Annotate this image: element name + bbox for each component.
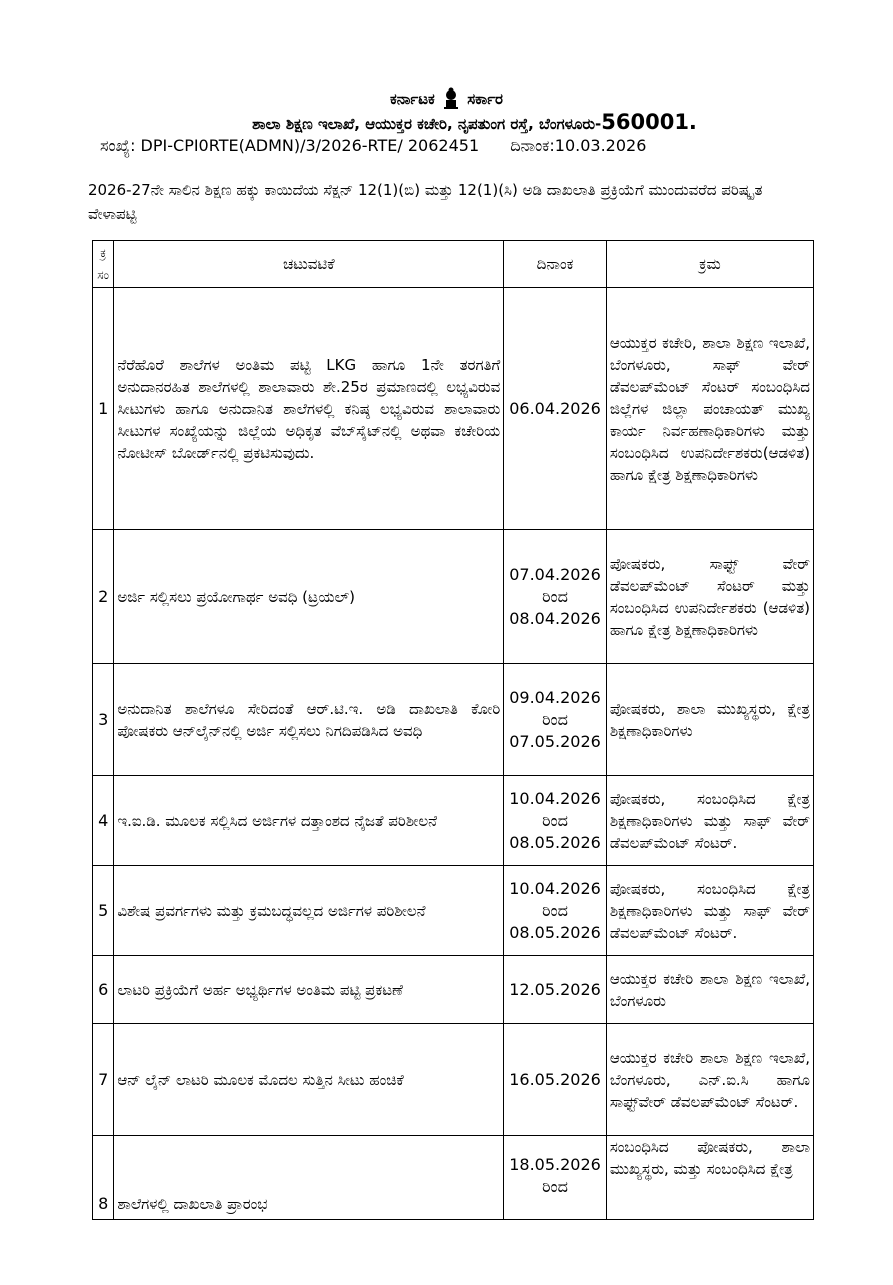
row-activity: ಶಾಲೆಗಳಲ್ಲಿ ದಾಖಲಾತಿ ಪ್ರಾರಂಭ: [114, 1136, 504, 1220]
row-date: [504, 530, 607, 664]
row-number: 3: [93, 664, 114, 776]
row-activity: ವಿಶೇಷ ಪ್ರವರ್ಗಗಳು ಮತ್ತು ಕ್ರಮಬದ್ಧವಲ್ಲದ ಅರ್ಜಿಗಳ ಪರಿಶೀಲನೆ: [114, 866, 504, 956]
table-row: [93, 288, 814, 530]
date-start: 16.05.2026: [509, 1069, 601, 1089]
row-number: 5: [93, 866, 114, 956]
row-activity: ಆನ್ ಲೈನ್ ಲಾಟರಿ ಮೂಲಕ ಮೊದಲ ಸುತ್ತಿನ ಸೀಟು ಹಂಚಿಕೆ: [114, 1024, 504, 1136]
table-row: [93, 1024, 814, 1136]
row-responsibility: ಪೋಷಕರು, ಸಂಬಂಧಿಸಿದ ಕ್ಷೇತ್ರ ಶಿಕ್ಷಣಾಧಿಕಾರಿಗಳು ಮತ್ತು ಸಾಫ್ ವೇರ್ ಡೆವಲಪ್‌ಮೆಂಟ್ ಸೆಂಟರ್.: [606, 866, 813, 956]
header-responsibility: ಕ್ರಮ: [606, 241, 813, 288]
date-end: 08.05.2026: [509, 832, 601, 852]
row-activity: ಇ.ಐ.ಡಿ. ಮೂಲಕ ಸಲ್ಲಿಸಿದ ಅರ್ಜಿಗಳ ದತ್ತಾಂಶದ ನೈಜತೆ ಪರಿಶೀಲನೆ: [114, 776, 504, 866]
row-responsibility: ಪೋಷಕರು, ಸಾಫ್ಟ್ ವೇರ್ ಡೆವಲಪ್‌ಮೆಂಟ್ ಸೆಂಟರ್ ಮತ್ತು ಸಂಬಂಧಿಸಿದ ಉಪನಿರ್ದೇಶಕರು (ಆಡಳಿತ) ಹಾಗೂ ಕ್ಷೇತ್ರ ಶಿಕ್ಷಣಾಧಿಕಾರಿಗಳು: [606, 530, 813, 664]
date-start: 18.05.2026: [509, 1155, 601, 1174]
row-responsibility: ಆಯುಕ್ತರ ಕಚೇರಿ, ಶಾಲಾ ಶಿಕ್ಷಣ ಇಲಾಖೆ, ಬೆಂಗಳೂರು, ಸಾಫ್ ವೇರ್ ಡೆವಲಪ್‌ಮೆಂಟ್ ಸೆಂಟರ್ ಸಂಬಂಧಿಸಿದ ಜಿಲ್ಲೆಗಳ ಜಿಲ್ಲಾ ಪಂಚಾಯತ್ ಮುಖ್ಯ ಕಾರ್ಯ ನಿರ್ವಹಣಾಧಿಕಾರಿಗಳು ಮತ್ತು ಸಂಬಂಧಿಸಿದ ಉಪನಿರ್ದೇಶಕರು(ಆಡಳಿತ) ಹಾಗೂ ಕ್ಷೇತ್ರ ಶಿಕ್ಷಣಾಧಿಕಾರಿಗಳು: [606, 288, 813, 530]
date-start: 12.05.2026: [509, 979, 601, 999]
table-row: [93, 1136, 814, 1220]
date-start: 07.04.2026: [509, 564, 601, 584]
date-start: 10.04.2026: [509, 788, 601, 808]
row-date: [504, 866, 607, 956]
row-number: 2: [93, 530, 114, 664]
date-connector: ರಿಂದ: [542, 900, 568, 920]
date-connector: ರಿಂದ: [542, 810, 568, 830]
row-number: 1: [93, 288, 114, 530]
department-text: ಶಾಲಾ ಶಿಕ್ಷಣ ಇಲಾಖೆ, ಆಯುಕ್ತರ ಕಚೇರಿ, ನೃಪತುಂಗ ರಸ್ತೆ, ಬೆಂಗಳೂರು-: [252, 115, 602, 133]
date-end: 08.05.2026: [509, 922, 601, 942]
row-date: [504, 956, 607, 1024]
row-date: [504, 1024, 607, 1136]
state-emblem-icon: [442, 86, 460, 110]
table-row: [93, 956, 814, 1024]
date-start: 10.04.2026: [509, 878, 601, 898]
row-responsibility: ಪೋಷಕರು, ಸಂಬಂಧಿಸಿದ ಕ್ಷೇತ್ರ ಶಿಕ್ಷಣಾಧಿಕಾರಿಗಳು ಮತ್ತು ಸಾಫ್ ವೇರ್ ಡೆವಲಪ್‌ಮೆಂಟ್ ಸೆಂಟರ್.: [606, 776, 813, 866]
gov-left-text: ಕರ್ನಾಟಕ: [390, 90, 435, 108]
date-start: 09.04.2026: [509, 687, 601, 707]
row-number: 8: [93, 1136, 114, 1220]
date-connector: ರಿಂದ: [542, 1177, 568, 1196]
row-responsibility: ಪೋಷಕರು, ಶಾಲಾ ಮುಖ್ಯಸ್ಥರು, ಕ್ಷೇತ್ರ ಶಿಕ್ಷಣಾಧಿಕಾರಿಗಳು: [606, 664, 813, 776]
row-activity: ನೆರೆಹೊರೆ ಶಾಲೆಗಳ ಅಂತಿಮ ಪಟ್ಟಿ LKG ಹಾಗೂ 1ನೇ ತರಗತಿಗೆ ಅನುದಾನರಹಿತ ಶಾಲೆಗಳಲ್ಲಿ ಶಾಲಾವಾರು ಶೇ.25ರ ಪ್ರಮಾಣದಲ್ಲಿ ಲಭ್ಯವಿರುವ ಸೀಟುಗಳು ಹಾಗೂ ಅನುದಾನಿತ ಶಾಲೆಗಳಲ್ಲಿ ಕನಿಷ್ಠ ಲಭ್ಯವಿರುವ ಶಾಲಾವಾರು ಸೀಟುಗಳ ಸಂಖ್ಯೆಯನ್ನು ಜಿಲ್ಲೆಯ ಅಧಿಕೃತ ವೆಬ್‌ಸೈಟ್‌ನಲ್ಲಿ ಅಥವಾ ಕಚೇರಿಯ ನೋಟೀಸ್ ಬೋರ್ಡ್‌ನಲ್ಲಿ ಪ್ರಕಟಿಸುವುದು.: [114, 288, 504, 530]
row-date: [504, 1136, 607, 1220]
date-end: 07.05.2026: [509, 731, 601, 751]
date-connector: ರಿಂದ: [542, 586, 568, 606]
reference-line: [100, 136, 646, 156]
row-date: [504, 664, 607, 776]
gov-right-text: ಸರ್ಕಾರ: [467, 90, 503, 108]
row-responsibility: ಸಂಬಂಧಿಸಿದ ಪೋಷಕರು, ಶಾಲಾ ಮುಖ್ಯಸ್ಥರು, ಮತ್ತು ಸಂಬಂಧಿಸಿದ ಕ್ಷೇತ್ರ: [606, 1136, 813, 1220]
row-responsibility: ಆಯುಕ್ತರ ಕಚೇರಿ ಶಾಲಾ ಶಿಕ್ಷಣ ಇಲಾಖೆ, ಬೆಂಗಳೂರು: [606, 956, 813, 1024]
row-number: 7: [93, 1024, 114, 1136]
subject-heading: 2026-27ನೇ ಸಾಲಿನ ಶಿಕ್ಷಣ ಹಕ್ಕು ಕಾಯಿದೆಯ ಸೆಕ್ಷನ್ 12(1)(ಬಿ) ಮತ್ತು 12(1)(ಸಿ) ಅಡಿ ದಾಖಲಾತಿ ಪ್ರಕ್ರಿಯೆಗೆ ಮುಂದುವರೆದ ಪರಿಷ್ಕೃತ ವೇಳಾಪಟ್ಟಿ: [88, 181, 763, 223]
date-start: 06.04.2026: [509, 398, 601, 418]
table-row: [93, 530, 814, 664]
table-row: [93, 664, 814, 776]
header-activity: ಚಟುವಟಿಕೆ: [114, 241, 504, 288]
header-serial: ಕ್ರ ಸಂ: [93, 241, 114, 288]
row-activity: ಅರ್ಜಿ ಸಲ್ಲಿಸಲು ಪ್ರಯೋಗಾರ್ಥ ಅವಧಿ (ಟ್ರಯಲ್): [114, 530, 504, 664]
row-date: [504, 288, 607, 530]
document-date: ದಿನಾಂಕ:10.03.2026: [510, 136, 647, 155]
reference-number: ಸಂಖ್ಯೆ: DPI-CPI0RTE(ADMN)/3/2026-RTE/ 2062451: [100, 136, 480, 155]
pincode: 560001.: [601, 110, 697, 134]
row-responsibility: ಆಯುಕ್ತರ ಕಚೇರಿ ಶಾಲಾ ಶಿಕ್ಷಣ ಇಲಾಖೆ, ಬೆಂಗಳೂರು, ಎನ್.ಐ.ಸಿ ಹಾಗೂ ಸಾಫ್ಟ್‌ವೇರ್ ಡೆವಲಪ್‌ಮೆಂಟ್ ಸೆಂಟರ್.: [606, 1024, 813, 1136]
table-row: [93, 866, 814, 956]
date-end: 08.04.2026: [509, 608, 601, 628]
row-number: 6: [93, 956, 114, 1024]
row-activity: ಅನುದಾನಿತ ಶಾಲೆಗಳೂ ಸೇರಿದಂತೆ ಆರ್.ಟಿ.ಇ. ಅಡಿ ದಾಖಲಾತಿ ಕೋರಿ ಪೋಷಕರು ಆನ್‌ಲೈನ್‌ನಲ್ಲಿ ಅರ್ಜಿ ಸಲ್ಲಿಸಲು ನಿಗದಿಪಡಿಸಿದ ಅವಧಿ: [114, 664, 504, 776]
header-date: ದಿನಾಂಕ: [504, 241, 607, 288]
row-date: [504, 776, 607, 866]
government-heading: [0, 86, 893, 110]
row-activity: ಲಾಟರಿ ಪ್ರಕ್ರಿಯೆಗೆ ಅರ್ಹ ಅಭ್ಯರ್ಥಿಗಳ ಅಂತಿಮ ಪಟ್ಟಿ ಪ್ರಕಟಣೆ: [114, 956, 504, 1024]
table-header-row: [93, 241, 814, 288]
table-row: [93, 776, 814, 866]
date-connector: ರಿಂದ: [542, 709, 568, 729]
row-number: 4: [93, 776, 114, 866]
schedule-table: [92, 240, 814, 1220]
department-address: [28, 110, 893, 134]
